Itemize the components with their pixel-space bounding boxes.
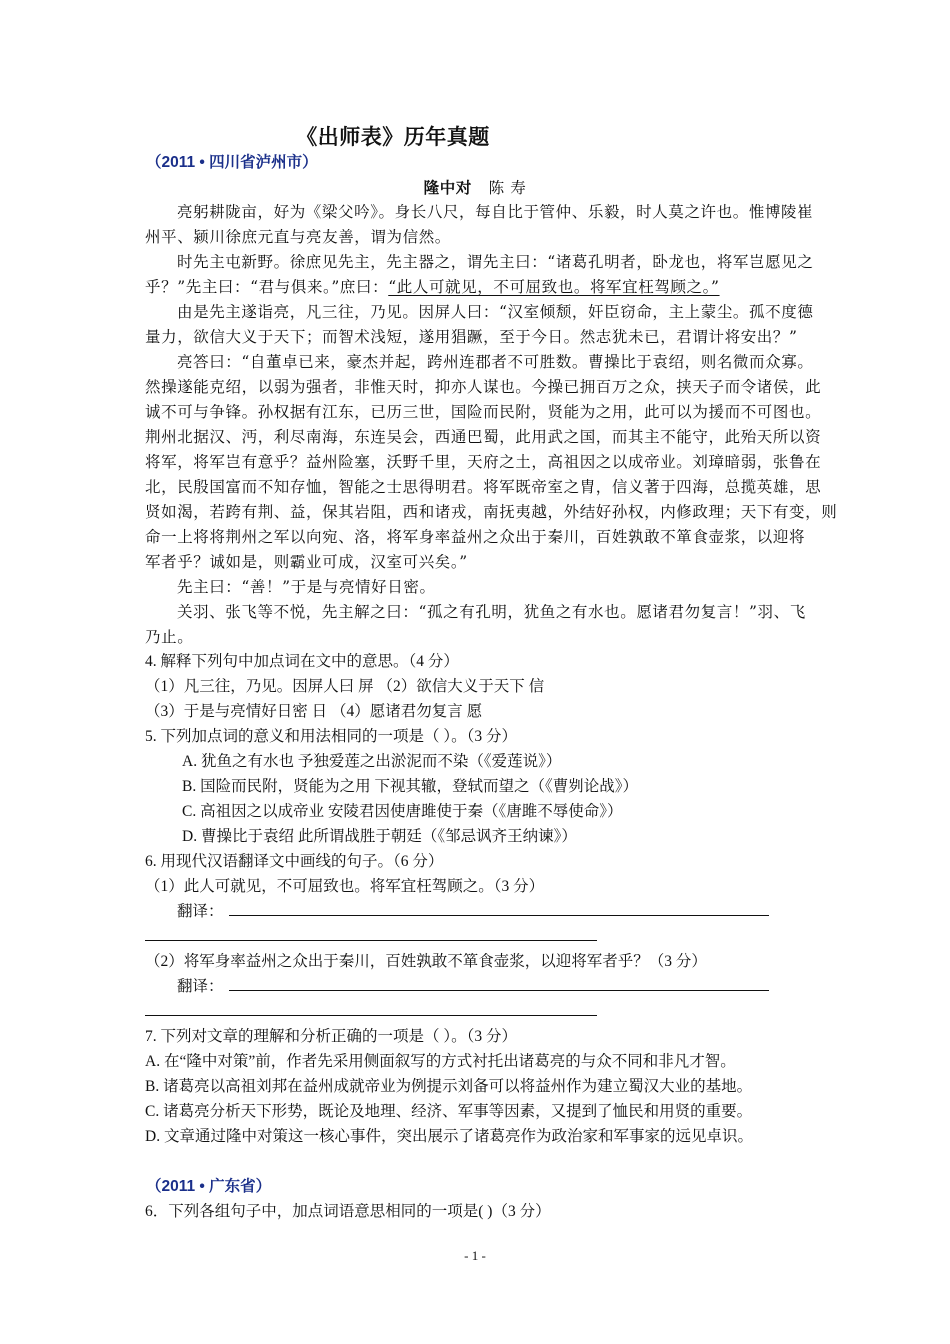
passage-line: 乃止。 <box>145 628 194 646</box>
question-7-option-c: C. 诸葛亮分析天下形势，既论及地理、经济、军事等因素，又提到了恤民和用贤的重要。 <box>145 1103 753 1120</box>
document-title: 《出师表》历年真题 <box>296 124 490 149</box>
question-6-sub-2: （2）将军身率益州之众出于秦川，百姓孰敢不箪食壶浆，以迎将军者乎？（3 分） <box>145 953 707 970</box>
question-6-sub-1: （1）此人可就见，不可屈致也。将军宜枉驾顾之。（3 分） <box>145 878 545 895</box>
passage-line: 将军，将军岂有意乎？益州险塞，沃野千里，天府之土，高祖因之以成帝业。刘璋暗弱，张鲁在 <box>145 453 822 471</box>
passage-line: 军者乎？诚如是，则霸业可成，汉室可兴矣。” <box>145 553 468 571</box>
question-4-row-1: （1）凡三往，乃见。因屏人曰 屏 （2）欲信大义于天下 信 <box>145 678 545 695</box>
source-label-guangdong: （2011 • 广东省） <box>146 1178 272 1195</box>
question-4-stem: 4. 解释下列句中加点词在文中的意思。（4 分） <box>145 653 459 670</box>
answer-line[interactable] <box>145 1015 597 1016</box>
translate-label: 翻译： <box>177 903 224 920</box>
source-label-luzhou: （2011 • 四川省泸州市） <box>146 154 318 171</box>
passage-line: 关羽、张飞等不悦，先主解之曰：“孤之有孔明，犹鱼之有水也。愿诸君勿复言！”羽、飞 <box>177 603 806 621</box>
underlined-sentence-1: “此人可就见，不可屈致也。将军宜枉驾顾之。” <box>388 278 720 296</box>
passage-line-text: 乎？”先主曰：“君与俱来。”庶曰： <box>145 278 389 296</box>
question-4-row-2: （3）于是与亮情好日密 日 （4）愿诸君勿复言 愿 <box>145 703 483 720</box>
question-7-option-a: A. 在“隆中对策”前，作者先采用侧面叙写的方式衬托出诸葛亮的与众不同和非凡才智。 <box>145 1053 736 1070</box>
answer-line[interactable] <box>229 915 769 916</box>
passage-line: 亮躬耕陇亩，好为《梁父吟》。身长八尺，每自比于管仲、乐毅，时人莫之许也。惟博陵崔 <box>177 203 814 221</box>
passage-line: 命一上将将荆州之军以向宛、洛，将军身率益州之众出于秦川，百姓孰敢不箪食壶浆，以迎将 <box>145 528 806 546</box>
question-7-option-d: D. 文章通过隆中对策这一核心事件，突出展示了诸葛亮作为政治家和军事家的远见卓识。 <box>145 1128 753 1145</box>
passage-author: 陈 寿 <box>488 179 527 197</box>
passage-line <box>145 277 720 297</box>
question-7-stem: 7. 下列对文章的理解和分析正确的一项是（ ）。（3 分） <box>145 1028 518 1045</box>
passage-line: 量力，欲信大义于天下；而智术浅短，遂用猖蹶，至于今日。然志犹未已，君谓计将安出？” <box>145 328 798 346</box>
passage-line: 由是先主遂诣亮，凡三往，乃见。因屏人曰：“汉室倾颓，奸臣窃命，主上蒙尘。孤不度德 <box>177 303 814 321</box>
passage-line: 贤如渴，若跨有荆、益，保其岩阻，西和诸戎，南抚夷越，外结好孙权，内修政理；天下有变，则 <box>145 503 838 521</box>
answer-line[interactable] <box>229 990 769 991</box>
question-5-option-a: A. 犹鱼之有水也 予独爱莲之出淤泥而不染（《爱莲说》） <box>182 753 562 770</box>
translate-label: 翻译： <box>177 978 224 995</box>
passage-line: 然操遂能克绍，以弱为强者，非惟天时，抑亦人谋也。今操已拥百万之众，挟天子而令诸侯，此 <box>145 378 822 396</box>
question-5-option-b: B. 国险而民附，贤能为之用 下视其辙，登轼而望之（《曹刿论战》） <box>182 778 638 795</box>
passage-line: 北，民殷国富而不知存恤，智能之士思得明君。将军既帝室之胄，信义著于四海，总揽英雄，思 <box>145 478 822 496</box>
question-5-option-d: D. 曹操比于袁绍 此所谓战胜于朝廷（《邹忌讽齐王纳谏》） <box>182 828 577 845</box>
page-number: - 1 - <box>464 1248 486 1263</box>
passage-line: 诚不可与争锋。孙权据有江东，已历三世，国险而民附，贤能为之用，此可以为援而不可图也。 <box>145 403 822 421</box>
question-5-stem: 5. 下列加点词的意义和用法相同的一项是（ ）。（3 分） <box>145 728 518 745</box>
question-5-option-c: C. 高祖因之以成帝业 安陵君因使唐雎使于秦（《唐雎不辱使命》） <box>182 803 623 820</box>
passage-line: 荆州北据汉、沔，利尽南海，东连吴会，西通巴蜀，此用武之国，而其主不能守，此殆天所以资 <box>145 428 822 446</box>
question-7-option-b: B. 诸葛亮以高祖刘邦在益州成就帝业为例提示刘备可以将益州作为建立蜀汉大业的基地。 <box>145 1078 753 1095</box>
passage-line: 先主曰：“善！”于是与亮情好日密。 <box>177 578 436 596</box>
passage-title: 隆中对 <box>423 178 472 197</box>
passage-line: 时先主屯新野。徐庶见先主，先主器之，谓先主曰：“诸葛孔明者，卧龙也，将军岂愿见之 <box>177 253 814 271</box>
question-6-stem: 6. 用现代汉语翻译文中画线的句子。（6 分） <box>145 853 444 870</box>
answer-line[interactable] <box>145 940 597 941</box>
question-6b-stem: 6．下列各组句子中，加点词语意思相同的一项是( )（3 分） <box>145 1203 551 1220</box>
passage-line: 州平、颍川徐庶元直与亮友善，谓为信然。 <box>145 228 451 246</box>
passage-line: 亮答曰：“自董卓已来，豪杰并起，跨州连郡者不可胜数。曹操比于袁绍，则名微而众寡。 <box>177 353 814 371</box>
passage-heading <box>0 178 950 198</box>
